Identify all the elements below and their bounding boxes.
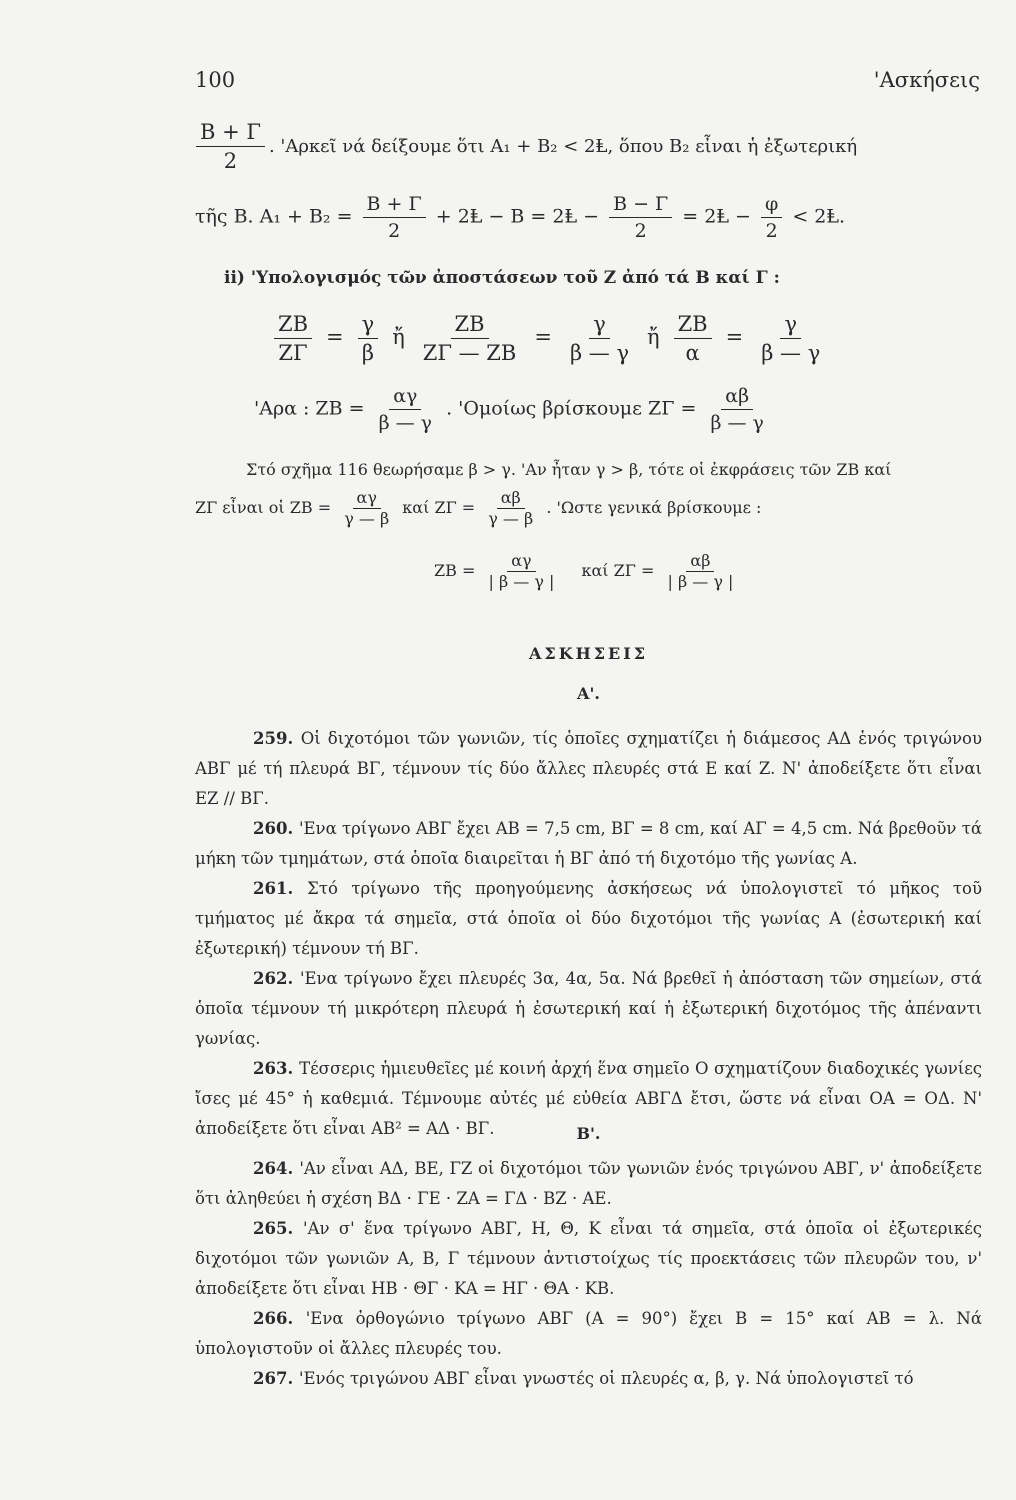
fraction <box>566 312 633 365</box>
denominator: β — γ <box>569 341 629 365</box>
exercise-text: 'Ενός τριγώνου ABΓ εἶναι γνωστές οἱ πλευρές α, β, γ. Νά ὑπολογιστεῖ τό <box>298 1369 914 1388</box>
exercise-text: 'Ενα τρίγωνο ABΓ ἔχει AB = 7,5 cm, BΓ = 8 cm, καί AΓ = 4,5 cm. Νά βρεθοῦν τά μήκη τῶν τμημάτων, στά ὁποῖα διαιρεῖται ἡ BΓ ἀπό τή διχοτόμο τῆς γωνίας A. <box>195 819 982 868</box>
exercise-number: 266. <box>253 1309 306 1328</box>
exercise-text: 'Ενα τρίγωνο ἔχει πλευρές 3α, 4α, 5α. Νά βρεθεῖ ἡ ἀπόσταση τῶν σημείων, στά ὁποῖα τέμνουν τή μικρότερη πλευρά ἡ ἐσωτερική καί ἡ ἐξωτερική διχοτόμος τῆς ἀπέναντι γωνίας. <box>195 969 982 1048</box>
exercise-number: 261. <box>253 879 308 898</box>
operator: = <box>725 325 744 349</box>
operator: ἤ <box>647 325 660 349</box>
denominator: β — γ <box>761 341 821 365</box>
exercise-item <box>195 1364 982 1394</box>
exercise-item <box>195 1154 982 1214</box>
fraction <box>674 312 712 365</box>
numerator: ZB <box>451 312 489 339</box>
equation-ara: 'Αρα : ZB = $\frac{\alpha\gamma}{\beta — \gamma}$ . 'Ομοίως βρίσκουμε ZΓ = $\frac{\alpha\beta}{\beta — \gamma}$ <box>254 385 764 434</box>
numerator: γ <box>589 312 610 339</box>
denominator: α <box>685 341 700 365</box>
running-title: 'Ασκήσεις <box>873 68 980 92</box>
exercise-text: 'Αν εἶναι AΔ, BE, ΓZ οἱ διχοτόμοι τῶν γωνιῶν ἑνός τριγώνου ABΓ, ν' ἀποδείξετε ὅτι ἀληθεύει ἡ σχέση BΔ · ΓE · ZA = ΓΔ · BZ · AE. <box>195 1159 982 1208</box>
operator: = <box>326 325 344 349</box>
general-result: ZB = $\frac{\alpha\gamma}{| \beta — \gamma |}$ καί ZΓ = $\frac{\alpha\beta}{| \beta — \gamma |}$ <box>434 551 734 591</box>
exercise-number: 259. <box>253 729 301 748</box>
exercise-number: 260. <box>253 819 299 838</box>
exercise-item <box>195 1304 982 1364</box>
exercise-item <box>195 964 982 1054</box>
exercise-list-b <box>195 1154 982 1394</box>
numerator: γ <box>358 312 379 339</box>
group-b-label: B'. <box>576 1124 601 1143</box>
exercise-item <box>195 1214 982 1304</box>
page-number: 100 <box>195 68 236 92</box>
fraction <box>358 312 379 365</box>
exercise-item <box>195 814 982 874</box>
intro-line-1: $\frac{B + \Gamma}{2}$ . 'Αρκεῖ νά δείξουμε ὅτι A₁ + B₂ < 2Ⱡ, ὅπου B₂ εἶναι ἡ ἐξωτερική <box>192 120 857 173</box>
text-line: Στό σχῆμα 116 θεωρήσαμε β > γ. 'Αν ἦταν γ > β, τότε οἱ ἐκφράσεις τῶν ZB καί <box>246 460 892 479</box>
exercise-item <box>195 874 982 964</box>
exercise-number: 262. <box>253 969 300 988</box>
equation-ratio <box>270 312 828 365</box>
text-line-fractions: ZΓ εἶναι οἱ ZB = $\frac{\alpha\gamma}{\gamma — \beta}$ καί ZΓ = $\frac{\alpha\beta}{\gamma — \beta}$ . 'Ωστε γενικά βρίσκουμε : <box>195 488 762 528</box>
numerator: γ <box>780 312 801 339</box>
operator: = <box>534 325 552 349</box>
exercise-list-a <box>195 724 982 1144</box>
denominator: ZΓ <box>278 341 308 365</box>
group-a-label: A'. <box>577 684 600 703</box>
exercise-text: Τέσσερις ἡμιευθεῖες μέ κοινή ἀρχή ἕνα σημεῖο O σχηματίζουν διαδοχικές γωνίες ἴσες μέ 45° ἡ καθεμιά. Τέμνουμε αὐτές μέ εὐθεία ABΓΔ ἔτσι, ὥστε νά εἶναι OA = OΔ. N' ἀποδείξετε ὅτι εἶναι AB² = AΔ · BΓ. <box>195 1059 982 1138</box>
exercise-text: 'Αν σ' ἕνα τρίγωνο ABΓ, H, Θ, K εἶναι τά σημεῖα, στά ὁποῖα οἱ ἐξωτερικές διχοτόμοι τῶν γωνιῶν A, B, Γ τέμνουν ἀντιστοίχως τίς προεκτάσεις τῶν πλευρῶν του, ν' ἀποδείξετε ὅτι εἶναι HB · ΘΓ · KA = HΓ · ΘA · KB. <box>195 1219 982 1298</box>
numerator: ZB <box>674 312 712 339</box>
exercises-title: ΑΣΚΗΣΕΙΣ <box>528 644 649 663</box>
operator: ἤ <box>392 325 405 349</box>
exercise-text: Οἱ διχοτόμοι τῶν γωνιῶν, τίς ὁποῖες σχηματίζει ἡ διάμεσος AΔ ἑνός τριγώνου ABΓ μέ τή πλευρά BΓ, τέμνουν τίς δύο ἄλλες πλευρές στά E καί Z. N' ἀποδείξετε ὅτι εἶναι EZ // BΓ. <box>195 729 982 808</box>
fraction <box>419 312 521 365</box>
section-heading: ii) 'Υπολογισμός τῶν ἀποστάσεων τοῦ Z ἀπό τά B καί Γ : <box>224 268 780 288</box>
fraction <box>757 312 824 365</box>
intro-line-2: τῆς B. A₁ + B₂ = $\frac{B + \Gamma}{2}$ + 2Ⱡ − B = 2Ⱡ − $\frac{B - \Gamma}{2}$ = 2Ⱡ − $\frac{\varphi}{2}$ < 2Ⱡ. <box>195 193 846 242</box>
exercise-text: Στό τρίγωνο τῆς προηγούμενης ἀσκήσεως νά ὑπολογιστεῖ τό μῆκος τοῦ τμήματος μέ ἄκρα τά σημεῖα, στά ὁποῖα οἱ δύο διχοτόμοι τῆς γωνίας A (ἐσωτερική καί ἐξωτερική) τέμνουν τή BΓ. <box>195 879 982 958</box>
fraction: $\frac{B + \Gamma}{2}$ <box>196 120 265 173</box>
denominator: β <box>361 341 374 365</box>
exercise-text: 'Ενα ὀρθογώνιο τρίγωνο ABΓ (A = 90°) ἔχει B = 15° καί AB = λ. Νά ὑπολογιστοῦν οἱ ἄλλες πλευρές του. <box>195 1309 982 1358</box>
exercise-number: 264. <box>253 1159 300 1178</box>
exercise-number: 265. <box>253 1219 304 1238</box>
fraction <box>274 312 312 365</box>
exercise-item <box>195 724 982 814</box>
denominator: ZΓ — ZB <box>422 341 517 365</box>
exercise-number: 263. <box>253 1059 300 1078</box>
exercise-number: 267. <box>253 1369 299 1388</box>
numerator: ZB <box>274 312 312 339</box>
